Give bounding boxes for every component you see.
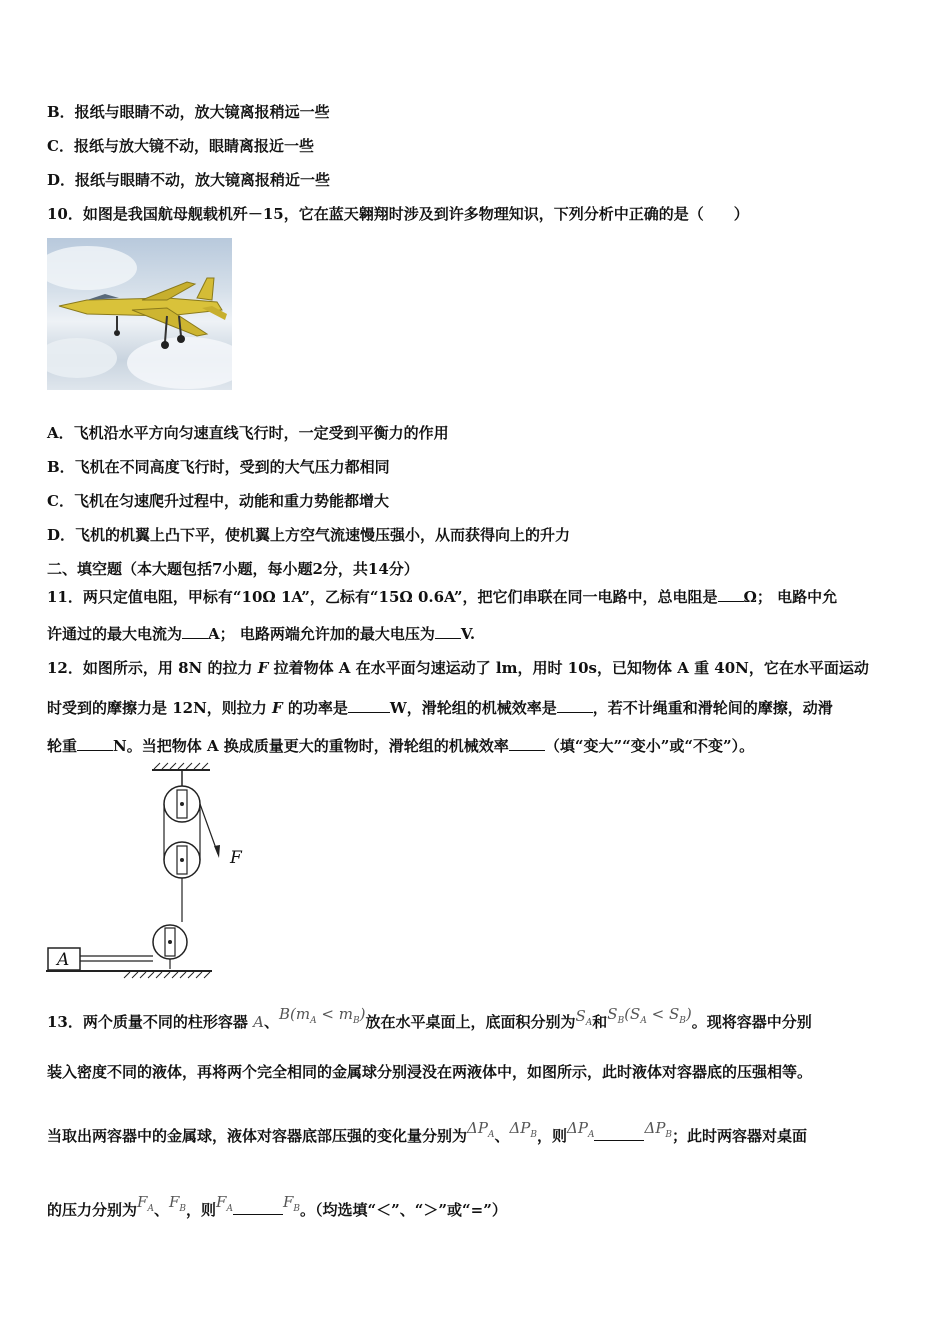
q10-option-a: A．飞机沿水平方向匀速直线飞行时，一定受到平衡力的作用 (47, 424, 449, 442)
q11-line2 (47, 622, 475, 644)
q12-text-2b: 的功率是 (282, 699, 348, 717)
q12-blank-efficiency[interactable] (557, 696, 593, 713)
q13-blank-force-compare[interactable] (233, 1198, 283, 1215)
q11-text-4: A； 电路两端允许加的最大电压为 (208, 625, 435, 643)
q13-line2: 装入密度不同的液体，再将两个完全相同的金属球分别浸没在两液体中，如图所示，此时液体对容器底的压强相等。 (47, 1063, 813, 1081)
q13-fa-compare: $F_A$ (216, 1193, 233, 1214)
q13-dpb-compare: $\Delta P_B$ (644, 1119, 673, 1140)
fighter-jet-photo (47, 238, 232, 390)
q13-line3 (47, 1119, 808, 1153)
q12-blank-efficiency-change[interactable] (509, 734, 545, 751)
q12-text-2a: 时受到的摩擦力是 12N，则拉力 (47, 699, 273, 717)
q13-text-3c: ，则 (537, 1127, 568, 1145)
q12-line2 (47, 696, 833, 718)
q13-text-1a: 13．两个质量不同的柱形容器 (47, 1013, 248, 1031)
q12-text-1b: 拉着物体 A 在水平面匀速运动了 lm，用时 10s，已知物体 A 重 40N，它在水平面运动 (268, 659, 869, 677)
q11-line1 (47, 585, 837, 607)
q13-fb: $F_B$ (168, 1193, 186, 1214)
q12-line1 (47, 658, 869, 678)
q11-blank-current[interactable] (182, 622, 208, 639)
q12-blank-pulley-weight[interactable] (77, 734, 113, 751)
q13-fa: $F_A$ (137, 1193, 154, 1214)
q13-fb-compare: $F_B$ (282, 1193, 300, 1214)
pulley-system-diagram (44, 762, 224, 984)
pulley-force-label: F (230, 848, 242, 868)
q9-option-d: D．报纸与眼睛不动，放大镜离报稍近一些 (47, 171, 331, 189)
q13-text-3d: ；此时两容器对桌面 (672, 1127, 808, 1145)
q13-mass-relation: $B(m_A < m_B)$ (278, 1005, 366, 1026)
q13-text-4d: 。（均选填“＜”、“＞”或“=”） (299, 1201, 507, 1219)
q13-text-4a: 的压力分别为 (47, 1201, 138, 1219)
fighter-jet-icon (47, 238, 232, 390)
q9-option-c: C．报纸与放大镜不动，眼睛离报近一些 (47, 137, 314, 155)
q11-blank-resistance[interactable] (718, 585, 744, 602)
q12-text-3b: N。当把物体 A 换成质量更大的重物时，滑轮组的机械效率 (113, 737, 509, 755)
q13-text-3b: 、 (494, 1127, 510, 1145)
q12-blank-power[interactable] (348, 696, 390, 713)
q13-text-4b: 、 (153, 1201, 169, 1219)
q11-blank-voltage[interactable] (435, 622, 461, 639)
block-a-label: A (57, 950, 70, 970)
q10-option-d: D．飞机的机翼上凸下平，使机翼上方空气流速慢压强小，从而获得向上的升力 (47, 526, 571, 544)
q12-text-2c: W，滑轮组的机械效率是 (389, 699, 557, 717)
q13-text-1e: 。现将容器中分别 (691, 1013, 812, 1031)
q13-area-relation: $S_B(S_A < S_B)$ (607, 1005, 692, 1026)
q11-text-1: 11．两只定值电阻，甲标有“10Ω 1A”，乙标有“15Ω 0.6A”，把它们串联在同一电路中，总电阻是 (47, 588, 718, 606)
q13-text-4c: ，则 (186, 1201, 217, 1219)
q13-line1 (47, 1005, 812, 1039)
q12-text-2d: ，若不计绳重和滑轮间的摩擦，动滑 (592, 699, 833, 717)
q13-blank-pressure-compare[interactable] (594, 1124, 644, 1141)
section-heading: 二、填空题（本大题包括7小题，每小题2分，共14分） (47, 560, 419, 578)
q9-option-b: B．报纸与眼睛不动，放大镜离报稍远一些 (47, 103, 330, 121)
q13-dpa: $\Delta P_A$ (467, 1119, 495, 1140)
q13-text-1b: 、 (263, 1013, 279, 1031)
q13-text-1c: 放在水平桌面上，底面积分别为 (365, 1013, 576, 1031)
q13-line4 (47, 1193, 507, 1227)
q11-text-5: V. (460, 625, 476, 643)
q13-text-1d: 和 (592, 1013, 608, 1031)
q10-option-c: C．飞机在匀速爬升过程中，动能和重力势能都增大 (47, 492, 389, 510)
q10-stem: 10．如图是我国航母舰载机歼－15，它在蓝天翱翔时涉及到许多物理知识，下列分析中正确的是（ ） (47, 205, 749, 223)
q12-force-symbol: F (257, 659, 269, 677)
q11-text-3: 许通过的最大电流为 (47, 625, 183, 643)
q13-dpb: $\Delta P_B$ (509, 1119, 538, 1140)
q12-text-3a: 轮重 (47, 737, 78, 755)
q12-text-1a: 12．如图所示，用 8N 的拉力 (47, 659, 258, 677)
q12-force-symbol-2: F (272, 699, 283, 717)
q13-sym-a: A (253, 1013, 264, 1031)
q13-area-sa: $S_A$ (575, 1007, 593, 1028)
q10-option-b: B．飞机在不同高度飞行时，受到的大气压力都相同 (47, 458, 390, 476)
q13-text-3a: 当取出两容器中的金属球，液体对容器底部压强的变化量分别为 (47, 1127, 468, 1145)
q11-text-2: Ω； 电路中允 (743, 588, 838, 606)
q12-text-3c: （填“变大”“变小”或“不变”）。 (544, 737, 755, 755)
q13-dpa-compare: $\Delta P_A$ (567, 1119, 595, 1140)
q12-line3 (47, 734, 754, 756)
